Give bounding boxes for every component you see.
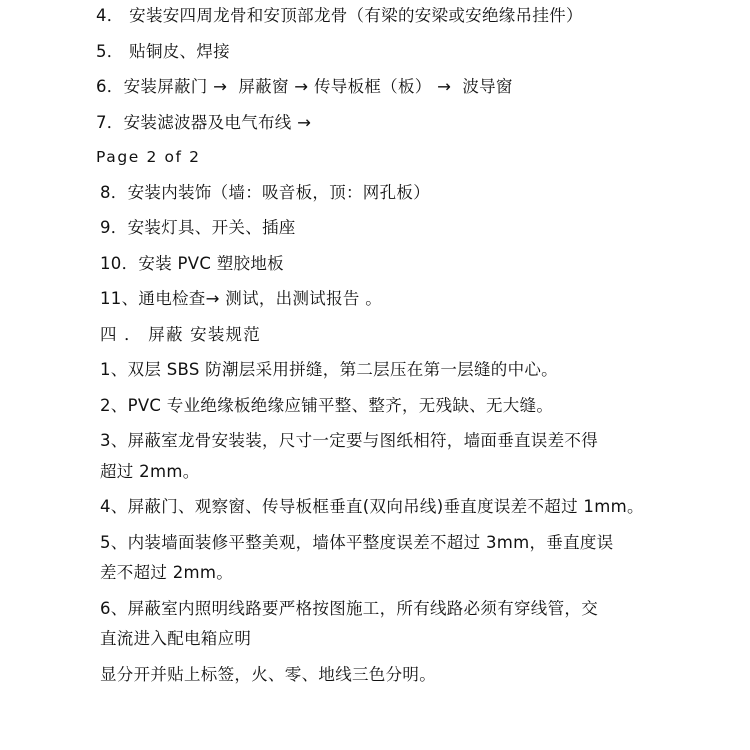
section-heading-four: 四 ． 屏蔽 安装规范 <box>100 324 261 344</box>
spec-item-2: 2、PVC 专业绝缘板绝缘应铺平整、整齐，无残缺、无大缝。 <box>100 395 554 415</box>
spec-item-3: 3、屏蔽室龙骨安装装，尺寸一定要与图纸相符，墙面垂直误差不得 <box>100 431 598 450</box>
list-item-step-7: 7．安装滤波器及电气布线 → <box>96 112 312 132</box>
spec-item-4: 4、屏蔽门、观察窗、传导板框垂直(双向吊线)垂直度误差不超过 1mm。 <box>100 497 644 516</box>
page-marker: Page 2 of 2 <box>96 148 201 166</box>
list-item-step-5: 5． 贴铜皮、焊接 <box>96 41 230 61</box>
spec-item-6-continued-2: 显分开并贴上标签，火、零、地线三色分明。 <box>100 664 436 684</box>
list-item-step-9: 9．安装灯具、开关、插座 <box>100 218 296 237</box>
list-item-step-8: 8．安装内装饰（墙：吸音板，顶：网孔板） <box>100 182 430 202</box>
spec-item-5-continued: 差不超过 2mm。 <box>100 563 234 582</box>
list-item-step-11: 11、通电检查→ 测试，出测试报告 。 <box>100 289 383 308</box>
list-item-step-10: 10．安装 PVC 塑胶地板 <box>100 253 284 273</box>
list-item-step-4: 4． 安装安四周龙骨和安顶部龙骨（有梁的安梁或安绝缘吊挂件） <box>96 6 583 25</box>
spec-item-6: 6、屏蔽室内照明线路要严格按图施工，所有线路必须有穿线管，交 <box>100 598 598 618</box>
list-item-step-6: 6．安装屏蔽门 → 屏蔽窗 → 传导板框（板） → 波导窗 <box>96 77 513 96</box>
spec-item-6-continued: 直流进入配电箱应明 <box>100 629 252 648</box>
spec-item-1: 1、双层 SBS 防潮层采用拼缝，第二层压在第一层缝的中心。 <box>100 360 558 379</box>
spec-item-5: 5、内装墙面装修平整美观，墙体平整度误差不超过 3mm，垂直度误 <box>100 532 614 552</box>
spec-item-3-continued: 超过 2mm。 <box>100 461 200 481</box>
